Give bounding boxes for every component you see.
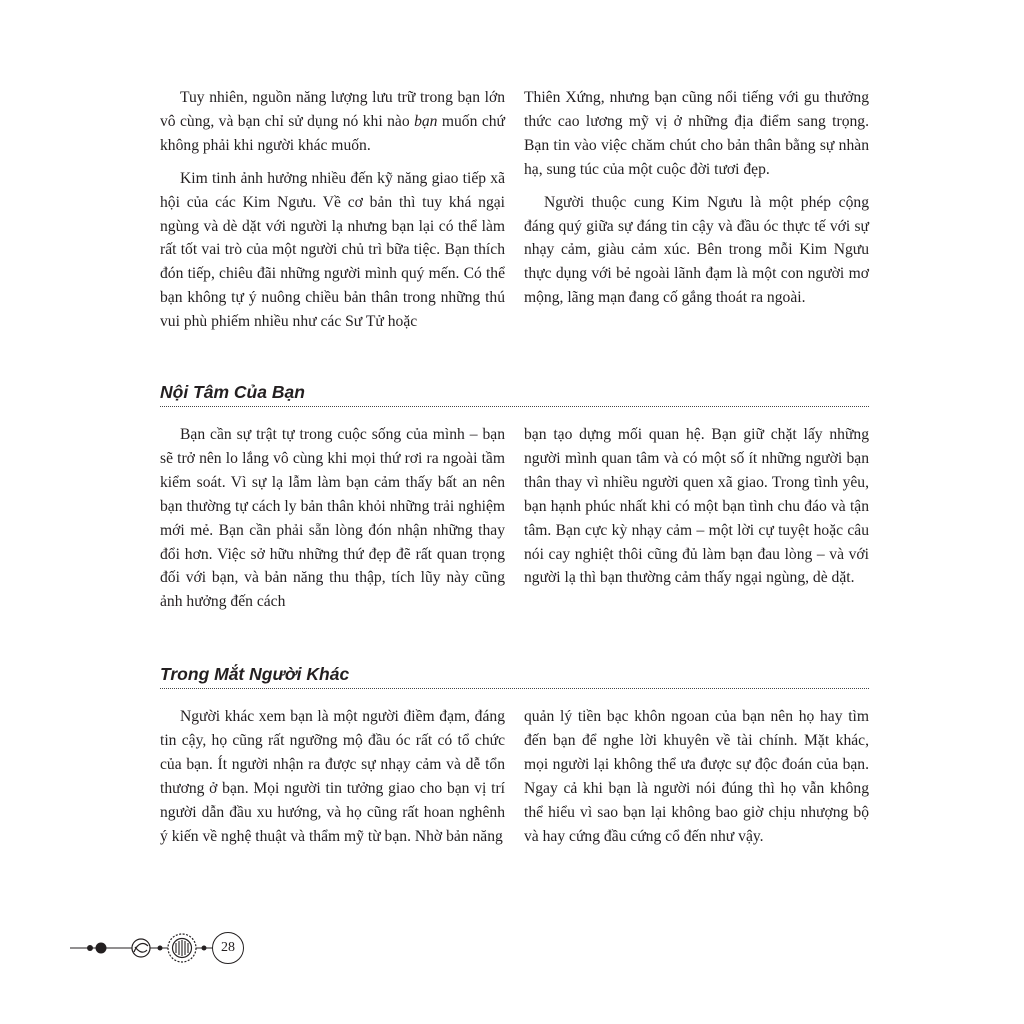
paragraph-text: Tuy nhiên, nguồn năng lượng lưu trữ trong bạn lớn vô cùng, và bạn chỉ sử dụng nó khi nào [160, 89, 505, 130]
paragraph: Bạn cần sự trật tự trong cuộc sống của mình – bạn sẽ trở nên lo lắng vô cùng khi mọi thứ rơi ra ngoài tầm kiểm soát. Vì sự lạ lẫm làm bạn cảm thấy bất an nên bạn thường tự cách ly bản thân khỏi những trải nghiệm mới mẻ. Bạn cần phải sẵn lòng đón nhận những thay đổi hơn. Việc sở hữu những thứ đẹp đẽ rất quan trọng đối với bạn, và bản năng thu thập, tích lũy này cũng ảnh hưởng đến cách [160, 426, 505, 611]
paragraph: Người khác xem bạn là một người điềm đạm, đáng tin cậy, họ cũng rất ngưỡng mộ đầu óc rất có tổ chức của bạn. Ít người nhận ra được sự nhạy cảm và dễ tổn thương ở bạn. Mọi người tin tưởng giao cho bạn vị trí người dẫn đầu xu hướng, và họ cũng rất hoan nghênh ý kiến về nghệ thuật và thẩm mỹ từ bạn. Nhờ bản năng [160, 708, 505, 845]
paragraph: Thiên Xứng, nhưng bạn cũng nổi tiếng với gu thưởng thức cao lương mỹ vị ở những địa điểm sang trọng. Bạn tin vào việc chăm chút cho bản thân bằng sự nhàn hạ, sung túc của một cuộc đời tươi đẹp. [524, 89, 869, 178]
paragraph: quản lý tiền bạc khôn ngoan của bạn nên họ hay tìm đến bạn để nghe lời khuyên về tài chính. Mặt khác, mọi người lại không thể ưa được sự độc đoán của bạn. Ngay cả khi bạn là người nói đúng thì họ vẫn không thể hiểu vì sao bạn lại không bao giờ chịu nhượng bộ và hay cứng đầu cứng cổ đến như vậy. [524, 708, 869, 845]
left-column [160, 423, 505, 614]
section-2-columns [160, 423, 869, 614]
section-heading-inner-self [160, 378, 869, 407]
left-column [160, 705, 505, 848]
paragraph: Kim tinh ảnh hưởng nhiều đến kỹ năng giao tiếp xã hội của các Kim Ngưu. Về cơ bản thì tuy khá ngại ngùng và dè dặt với người lạ nhưng bạn lại có thể làm rất tốt vai trò của một người chủ trì bữa tiệc. Bạn thích đón tiếp, chiêu đãi những người mình quý mến. Có thể bạn không tự ý nuông chiều bản thân trong những thú vui phù phiếm nhiều như các Sư Tử hoặc [160, 169, 505, 331]
right-column [524, 423, 869, 614]
page-footer [70, 928, 250, 968]
section-1-columns [160, 86, 869, 334]
section-heading-others-view [160, 660, 869, 689]
heading-text: Trong Mắt Người Khác [160, 664, 350, 684]
section-3-columns [160, 705, 869, 848]
page-number: 28 [212, 932, 244, 964]
right-column [524, 86, 869, 334]
left-column [160, 86, 505, 334]
paragraph: Người thuộc cung Kim Ngưu là một phép cộng đáng quý giữa sự đáng tin cậy và đầu óc thực tế với sự nhạy cảm, giàu cảm xúc. Bên trong mỗi Kim Ngưu thực dụng với bẻ ngoài lãnh đạm là một con người mơ mộng, lãng mạn đang cố gắng thoát ra ngoài. [524, 193, 869, 307]
heading-text: Nội Tâm Của Bạn [160, 382, 305, 402]
paragraph: bạn tạo dựng mối quan hệ. Bạn giữ chặt lấy những người mình quan tâm và có một số ít những người bạn thân thay vì nhiều người quen xã giao. Trong tình yêu, bạn hạnh phúc nhất khi có một bạn tình chu đáo và tận tâm. Bạn cực kỳ nhạy cảm – một lời cự tuyệt hoặc câu nói cay nghiệt thôi cũng đủ làm bạn đau lòng – và với người lạ thì bạn thường cảm thấy ngại ngùng, dè dặt. [524, 426, 869, 587]
paragraph [160, 86, 505, 158]
emphasis-text: bạn [414, 112, 438, 130]
right-column [524, 705, 869, 848]
paragraph-text: muốn chứ không phải khi người khác muốn. [160, 112, 505, 154]
